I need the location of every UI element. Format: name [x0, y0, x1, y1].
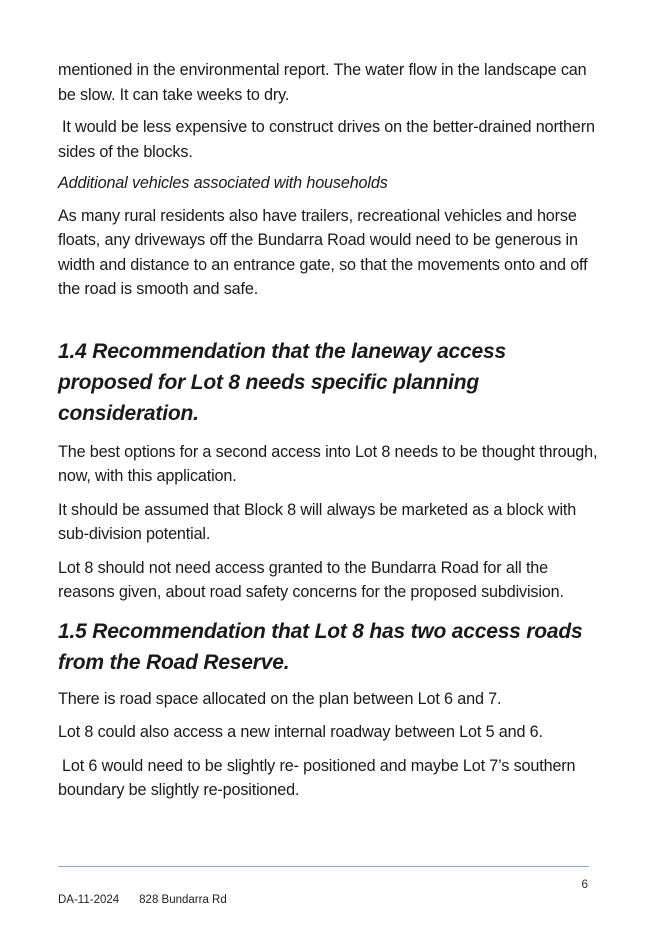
- paragraph-road-space: There is road space allocated on the plan between Lot 6 and 7.: [58, 689, 502, 708]
- subheading-additional-vehicles: Additional vehicles associated with households: [58, 174, 388, 192]
- section-heading-1-5: 1.5 Recommendation that Lot 8 has two access roads from the Road Reserve.: [58, 619, 583, 674]
- paragraph-lot-6-reposition: Lot 6 would need to be slightly re- positioned and maybe Lot 7’s southern boundary be slightly re-positioned.: [58, 756, 576, 799]
- document-body: [58, 58, 598, 803]
- paragraph-second-access: The best options for a second access into Lot 8 needs to be thought through, now, with this application.: [58, 442, 598, 485]
- footer-doc-ref: DA-11-2024: [58, 894, 120, 906]
- paragraph-internal-roadway: Lot 8 could also access a new internal roadway between Lot 5 and 6.: [58, 723, 543, 741]
- section-heading-1-4: 1.4 Recommendation that the laneway access proposed for Lot 8 needs specific planning consideration.: [58, 339, 506, 425]
- footer-address: 828 Bundarra Rd: [139, 894, 227, 906]
- paragraph-block-8-marketing: It should be assumed that Block 8 will always be marketed as a block with sub-division potential.: [58, 500, 577, 543]
- page-number: 6: [581, 877, 588, 891]
- paragraph-rural-vehicles: As many rural residents also have trailers, recreational vehicles and horse floats, any driveways off the Bundarra Road would need to be generous in width and distance to an entrance gate, so that the movements onto and off the road is smooth and safe.: [58, 206, 588, 298]
- paragraph-water-flow: mentioned in the environmental report. The water flow in the landscape can be slow. It can take weeks to dry.: [58, 61, 587, 104]
- paragraph-lot-8-access: Lot 8 should not need access granted to the Bundarra Road for all the reasons given, about road safety concerns for the proposed subdivision.: [58, 558, 564, 601]
- footer-reference: [58, 894, 227, 906]
- footer-divider: [58, 866, 589, 867]
- paragraph-drive-cost: It would be less expensive to construct drives on the better-drained northern sides of the blocks.: [58, 118, 595, 161]
